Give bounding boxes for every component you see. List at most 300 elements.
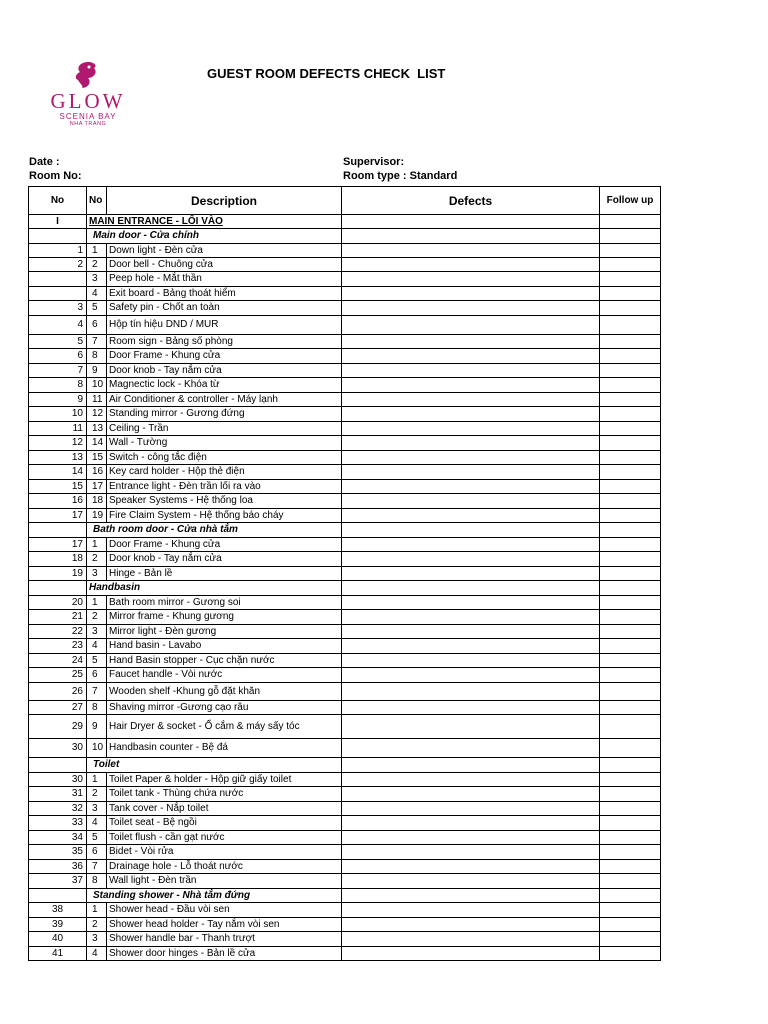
- item-number: 4: [87, 287, 107, 301]
- supervisor-label: Supervisor:: [343, 156, 405, 168]
- item-description: Shower handle bar - Thanh trượt: [107, 932, 342, 947]
- item-description: Hair Dryer & socket - Ổ cắm & máy sấy tóc: [107, 715, 342, 739]
- follow-up-cell[interactable]: [600, 480, 661, 494]
- defects-cell[interactable]: [342, 349, 600, 364]
- table-row: [29, 538, 661, 552]
- defects-cell[interactable]: [342, 552, 600, 567]
- table-row: [29, 349, 661, 364]
- follow-up-cell[interactable]: [600, 845, 661, 860]
- defects-cell[interactable]: [342, 787, 600, 802]
- follow-up-cell[interactable]: [600, 287, 661, 301]
- item-number: 6: [87, 668, 107, 683]
- follow-up-cell[interactable]: [600, 610, 661, 625]
- follow-up-cell[interactable]: [600, 567, 661, 581]
- item-number: 6: [87, 845, 107, 860]
- follow-up-cell[interactable]: [600, 889, 661, 903]
- follow-up-cell[interactable]: [600, 932, 661, 947]
- row-number: 25: [29, 668, 87, 683]
- item-description: Toilet Paper & holder - Hộp giữ giấy toilet: [107, 773, 342, 787]
- defects-cell[interactable]: [342, 758, 600, 773]
- row-number: 22: [29, 625, 87, 639]
- row-number: [29, 287, 87, 301]
- item-number: 12: [87, 407, 107, 422]
- follow-up-cell[interactable]: [600, 335, 661, 349]
- defects-cell[interactable]: [342, 422, 600, 436]
- defects-cell[interactable]: [342, 436, 600, 451]
- follow-up-cell[interactable]: [600, 538, 661, 552]
- row-number: 41: [29, 947, 87, 961]
- item-number: 2: [87, 787, 107, 802]
- item-number: 13: [87, 422, 107, 436]
- row-number: 16: [29, 494, 87, 509]
- item-description: Toilet tank - Thùng chứa nước: [107, 787, 342, 802]
- defects-cell[interactable]: [342, 364, 600, 378]
- defects-cell[interactable]: [342, 301, 600, 316]
- follow-up-cell[interactable]: [600, 258, 661, 272]
- follow-up-cell[interactable]: [600, 523, 661, 538]
- item-description: Hand basin - Lavabo: [107, 639, 342, 654]
- item-number: 3: [87, 567, 107, 581]
- row-number: 17: [29, 509, 87, 523]
- row-number: 3: [29, 301, 87, 316]
- row-number: 19: [29, 567, 87, 581]
- item-number: 2: [87, 918, 107, 932]
- follow-up-cell[interactable]: [600, 668, 661, 683]
- table-row: [29, 889, 661, 903]
- item-description: Drainage hole - Lỗ thoát nước: [107, 860, 342, 874]
- defects-cell[interactable]: [342, 668, 600, 683]
- header-defects: Defects: [342, 187, 600, 215]
- item-description: Safety pin - Chốt an toàn: [107, 301, 342, 316]
- defects-cell[interactable]: [342, 378, 600, 393]
- row-number: 39: [29, 918, 87, 932]
- row-number: 9: [29, 393, 87, 407]
- table-row: [29, 639, 661, 654]
- table-row: [29, 378, 661, 393]
- item-description: Bidet - Vòi rửa: [107, 845, 342, 860]
- row-number: 13: [29, 451, 87, 465]
- defects-cell[interactable]: [342, 639, 600, 654]
- hotel-logo: [34, 58, 138, 130]
- item-description: Door Frame - Khung cửa: [107, 349, 342, 364]
- row-number: [29, 581, 87, 596]
- row-number: 34: [29, 831, 87, 845]
- item-description: Faucet handle - Vòi nước: [107, 668, 342, 683]
- defects-cell[interactable]: [342, 701, 600, 715]
- defects-cell[interactable]: [342, 715, 600, 739]
- follow-up-cell[interactable]: [600, 436, 661, 451]
- follow-up-cell[interactable]: [600, 715, 661, 739]
- defects-cell[interactable]: [342, 229, 600, 244]
- header-follow-up: Follow up: [600, 187, 661, 215]
- subsection-heading: Toilet: [87, 758, 342, 773]
- item-number: 10: [87, 378, 107, 393]
- row-number: 4: [29, 316, 87, 335]
- row-number: 35: [29, 845, 87, 860]
- item-number: 1: [87, 773, 107, 787]
- item-number: 11: [87, 393, 107, 407]
- follow-up-cell[interactable]: [600, 903, 661, 918]
- item-description: Peep hole - Mắt thần: [107, 272, 342, 287]
- follow-up-cell[interactable]: [600, 378, 661, 393]
- item-description: Mirror light - Đèn gương: [107, 625, 342, 639]
- item-description: Hand Basin stopper - Cục chặn nước: [107, 654, 342, 668]
- follow-up-cell[interactable]: [600, 596, 661, 610]
- table-row: [29, 932, 661, 947]
- item-number: 8: [87, 701, 107, 715]
- item-number: 7: [87, 335, 107, 349]
- row-number: I: [29, 215, 87, 229]
- row-number: [29, 889, 87, 903]
- table-row: [29, 845, 661, 860]
- table-row: [29, 918, 661, 932]
- row-number: [29, 229, 87, 244]
- follow-up-cell[interactable]: [600, 465, 661, 480]
- follow-up-cell[interactable]: [600, 581, 661, 596]
- defects-cell[interactable]: [342, 272, 600, 287]
- item-description: Wooden shelf -Khung gỗ đặt khăn: [107, 683, 342, 701]
- follow-up-cell[interactable]: [600, 831, 661, 845]
- item-number: 3: [87, 802, 107, 816]
- item-description: Air Conditioner & controller - Máy lạnh: [107, 393, 342, 407]
- defects-cell[interactable]: [342, 596, 600, 610]
- follow-up-cell[interactable]: [600, 787, 661, 802]
- item-description: Shower head - Đầu vòi sen: [107, 903, 342, 918]
- item-description: Exit board - Bảng thoát hiểm: [107, 287, 342, 301]
- defects-cell[interactable]: [342, 215, 600, 229]
- table-row: [29, 552, 661, 567]
- row-number: 20: [29, 596, 87, 610]
- item-number: 8: [87, 349, 107, 364]
- row-number: [29, 758, 87, 773]
- item-description: Shaving mirror -Gương cạo râu: [107, 701, 342, 715]
- item-number: 4: [87, 639, 107, 654]
- defects-cell[interactable]: [342, 932, 600, 947]
- item-number: 1: [87, 596, 107, 610]
- follow-up-cell[interactable]: [600, 860, 661, 874]
- follow-up-cell[interactable]: [600, 918, 661, 932]
- date-label: Date :: [29, 156, 60, 168]
- defects-cell[interactable]: [342, 654, 600, 668]
- item-number: 7: [87, 683, 107, 701]
- item-description: Entrance light - Đèn trần lối ra vào: [107, 480, 342, 494]
- defects-cell[interactable]: [342, 316, 600, 335]
- defects-table: [28, 186, 661, 961]
- table-row: [29, 715, 661, 739]
- item-number: 9: [87, 364, 107, 378]
- defects-cell[interactable]: [342, 947, 600, 961]
- item-description: Ceiling - Trần: [107, 422, 342, 436]
- defects-cell[interactable]: [342, 407, 600, 422]
- table-row: [29, 903, 661, 918]
- item-number: 9: [87, 715, 107, 739]
- header-description: Description: [107, 187, 342, 215]
- subsection-heading: Handbasin: [87, 581, 342, 596]
- item-number: 8: [87, 874, 107, 889]
- defects-cell[interactable]: [342, 480, 600, 494]
- row-number: [29, 272, 87, 287]
- item-description: Door Frame - Khung cửa: [107, 538, 342, 552]
- item-number: 6: [87, 316, 107, 335]
- item-description: Wall - Tường: [107, 436, 342, 451]
- table-row: [29, 654, 661, 668]
- item-description: Door bell - Chuông cửa: [107, 258, 342, 272]
- item-number: 4: [87, 816, 107, 831]
- follow-up-cell[interactable]: [600, 552, 661, 567]
- item-description: Tank cover - Nắp toilet: [107, 802, 342, 816]
- follow-up-cell[interactable]: [600, 451, 661, 465]
- seahorse-logo-icon: [68, 60, 104, 90]
- follow-up-cell[interactable]: [600, 364, 661, 378]
- row-number: 15: [29, 480, 87, 494]
- defects-cell[interactable]: [342, 494, 600, 509]
- item-description: Hinge - Bản lề: [107, 567, 342, 581]
- room-type-label: Room type : Standard: [343, 170, 458, 182]
- table-row: [29, 480, 661, 494]
- defects-cell[interactable]: [342, 581, 600, 596]
- item-number: 3: [87, 932, 107, 947]
- defects-cell[interactable]: [342, 874, 600, 889]
- row-number: 38: [29, 903, 87, 918]
- table-row: [29, 393, 661, 407]
- table-row: [29, 287, 661, 301]
- follow-up-cell[interactable]: [600, 316, 661, 335]
- row-number: 7: [29, 364, 87, 378]
- item-description: Toilet flush - cần gạt nước: [107, 831, 342, 845]
- defects-cell[interactable]: [342, 816, 600, 831]
- row-number: 32: [29, 802, 87, 816]
- table-row: [29, 874, 661, 889]
- row-number: 11: [29, 422, 87, 436]
- defects-cell[interactable]: [342, 465, 600, 480]
- row-number: 21: [29, 610, 87, 625]
- table-row: [29, 625, 661, 639]
- item-description: Bath room mirror - Gương soi: [107, 596, 342, 610]
- follow-up-cell[interactable]: [600, 874, 661, 889]
- defects-cell[interactable]: [342, 831, 600, 845]
- row-number: 36: [29, 860, 87, 874]
- defects-cell[interactable]: [342, 889, 600, 903]
- defects-cell[interactable]: [342, 773, 600, 787]
- follow-up-cell[interactable]: [600, 802, 661, 816]
- follow-up-cell[interactable]: [600, 625, 661, 639]
- follow-up-cell[interactable]: [600, 301, 661, 316]
- defects-cell[interactable]: [342, 610, 600, 625]
- item-number: 3: [87, 625, 107, 639]
- row-number: 2: [29, 258, 87, 272]
- defects-cell[interactable]: [342, 451, 600, 465]
- row-number: 12: [29, 436, 87, 451]
- follow-up-cell[interactable]: [600, 422, 661, 436]
- follow-up-cell[interactable]: [600, 816, 661, 831]
- defects-cell[interactable]: [342, 567, 600, 581]
- logo-location: NHA TRANG: [69, 121, 107, 127]
- item-number: 2: [87, 258, 107, 272]
- table-row: [29, 581, 661, 596]
- subsection-heading: Standing shower - Nhà tắm đứng: [87, 889, 342, 903]
- table-row: [29, 947, 661, 961]
- defects-cell[interactable]: [342, 258, 600, 272]
- item-description: Magnectic lock - Khóa từ: [107, 378, 342, 393]
- row-number: 31: [29, 787, 87, 802]
- row-number: 6: [29, 349, 87, 364]
- row-number: 23: [29, 639, 87, 654]
- follow-up-cell[interactable]: [600, 739, 661, 758]
- defects-cell[interactable]: [342, 860, 600, 874]
- follow-up-cell[interactable]: [600, 244, 661, 258]
- table-row: [29, 701, 661, 715]
- follow-up-cell[interactable]: [600, 215, 661, 229]
- follow-up-cell[interactable]: [600, 654, 661, 668]
- room-number-label: Room No:: [29, 170, 82, 182]
- defects-cell[interactable]: [342, 287, 600, 301]
- row-number: 10: [29, 407, 87, 422]
- table-row: [29, 509, 661, 523]
- defects-cell[interactable]: [342, 244, 600, 258]
- item-description: Room sign - Bảng số phòng: [107, 335, 342, 349]
- item-description: Door knob - Tay nắm cửa: [107, 364, 342, 378]
- item-number: 1: [87, 538, 107, 552]
- table-row: [29, 802, 661, 816]
- table-row: [29, 244, 661, 258]
- follow-up-cell[interactable]: [600, 509, 661, 523]
- table-row: [29, 436, 661, 451]
- defects-cell[interactable]: [342, 509, 600, 523]
- logo-wordmark: GLOW: [50, 89, 126, 113]
- row-number: 5: [29, 335, 87, 349]
- table-row: [29, 451, 661, 465]
- table-row: [29, 272, 661, 287]
- item-number: 2: [87, 610, 107, 625]
- follow-up-cell[interactable]: [600, 639, 661, 654]
- follow-up-cell[interactable]: [600, 349, 661, 364]
- table-row: [29, 215, 661, 229]
- row-number: 30: [29, 773, 87, 787]
- item-number: 1: [87, 244, 107, 258]
- follow-up-cell[interactable]: [600, 229, 661, 244]
- item-description: Down light - Đèn cửa: [107, 244, 342, 258]
- follow-up-cell[interactable]: [600, 947, 661, 961]
- logo-subtitle: SCENIA BAY: [59, 112, 117, 121]
- item-number: 5: [87, 654, 107, 668]
- follow-up-cell[interactable]: [600, 407, 661, 422]
- table-row: [29, 787, 661, 802]
- row-number: 17: [29, 538, 87, 552]
- page-title: GUEST ROOM DEFECTS CHECK LIST: [207, 66, 446, 81]
- table-row: [29, 407, 661, 422]
- table-row: [29, 364, 661, 378]
- item-description: Toilet seat - Bệ ngồi: [107, 816, 342, 831]
- table-row: [29, 683, 661, 701]
- header-sub-no: No: [87, 187, 107, 215]
- table-row: [29, 668, 661, 683]
- item-description: Handbasin counter - Bệ đá: [107, 739, 342, 758]
- item-description: Shower head holder - Tay nắm vòi sen: [107, 918, 342, 932]
- item-number: 2: [87, 552, 107, 567]
- defects-cell[interactable]: [342, 538, 600, 552]
- item-number: 1: [87, 903, 107, 918]
- table-row: [29, 229, 661, 244]
- table-row: [29, 301, 661, 316]
- item-number: 5: [87, 831, 107, 845]
- item-description: Door knob - Tay nắm cửa: [107, 552, 342, 567]
- table-row: [29, 465, 661, 480]
- item-number: 18: [87, 494, 107, 509]
- section-heading: MAIN ENTRANCE - LỐI VÀO: [87, 215, 342, 229]
- defects-cell[interactable]: [342, 335, 600, 349]
- item-number: 14: [87, 436, 107, 451]
- follow-up-cell[interactable]: [600, 393, 661, 407]
- header-no: No: [29, 187, 87, 215]
- subsection-heading: Main door - Cửa chính: [87, 229, 342, 244]
- item-number: 3: [87, 272, 107, 287]
- follow-up-cell[interactable]: [600, 773, 661, 787]
- defects-cell[interactable]: [342, 802, 600, 816]
- item-description: Wall light - Đèn trần: [107, 874, 342, 889]
- table-row: [29, 422, 661, 436]
- row-number: 8: [29, 378, 87, 393]
- row-number: 1: [29, 244, 87, 258]
- table-row: [29, 758, 661, 773]
- table-row: [29, 523, 661, 538]
- defects-cell[interactable]: [342, 739, 600, 758]
- defects-cell[interactable]: [342, 918, 600, 932]
- table-row: [29, 494, 661, 509]
- defects-cell[interactable]: [342, 523, 600, 538]
- table-row: [29, 816, 661, 831]
- follow-up-cell[interactable]: [600, 272, 661, 287]
- item-number: 4: [87, 947, 107, 961]
- item-number: 15: [87, 451, 107, 465]
- defects-cell[interactable]: [342, 845, 600, 860]
- table-row: [29, 335, 661, 349]
- follow-up-cell[interactable]: [600, 494, 661, 509]
- table-row: [29, 596, 661, 610]
- follow-up-cell[interactable]: [600, 701, 661, 715]
- defects-cell[interactable]: [342, 393, 600, 407]
- item-description: Fire Claim System - Hệ thống báo cháy: [107, 509, 342, 523]
- row-number: 37: [29, 874, 87, 889]
- defects-cell[interactable]: [342, 903, 600, 918]
- table-row: [29, 258, 661, 272]
- row-number: 33: [29, 816, 87, 831]
- item-description: Switch - công tắc điện: [107, 451, 342, 465]
- subsection-heading: Bath room door - Cửa nhà tắm: [87, 523, 342, 538]
- row-number: 14: [29, 465, 87, 480]
- item-number: 7: [87, 860, 107, 874]
- row-number: [29, 523, 87, 538]
- item-number: 19: [87, 509, 107, 523]
- defects-cell[interactable]: [342, 683, 600, 701]
- follow-up-cell[interactable]: [600, 758, 661, 773]
- defects-cell[interactable]: [342, 625, 600, 639]
- table-row: [29, 316, 661, 335]
- row-number: 40: [29, 932, 87, 947]
- row-number: 30: [29, 739, 87, 758]
- item-number: 5: [87, 301, 107, 316]
- row-number: 18: [29, 552, 87, 567]
- table-row: [29, 610, 661, 625]
- table-row: [29, 567, 661, 581]
- row-number: 26: [29, 683, 87, 701]
- item-description: Mirror frame - Khung gương: [107, 610, 342, 625]
- item-number: 10: [87, 739, 107, 758]
- row-number: 24: [29, 654, 87, 668]
- item-number: 17: [87, 480, 107, 494]
- follow-up-cell[interactable]: [600, 683, 661, 701]
- row-number: 27: [29, 701, 87, 715]
- item-description: Key card holder - Hộp thẻ điện: [107, 465, 342, 480]
